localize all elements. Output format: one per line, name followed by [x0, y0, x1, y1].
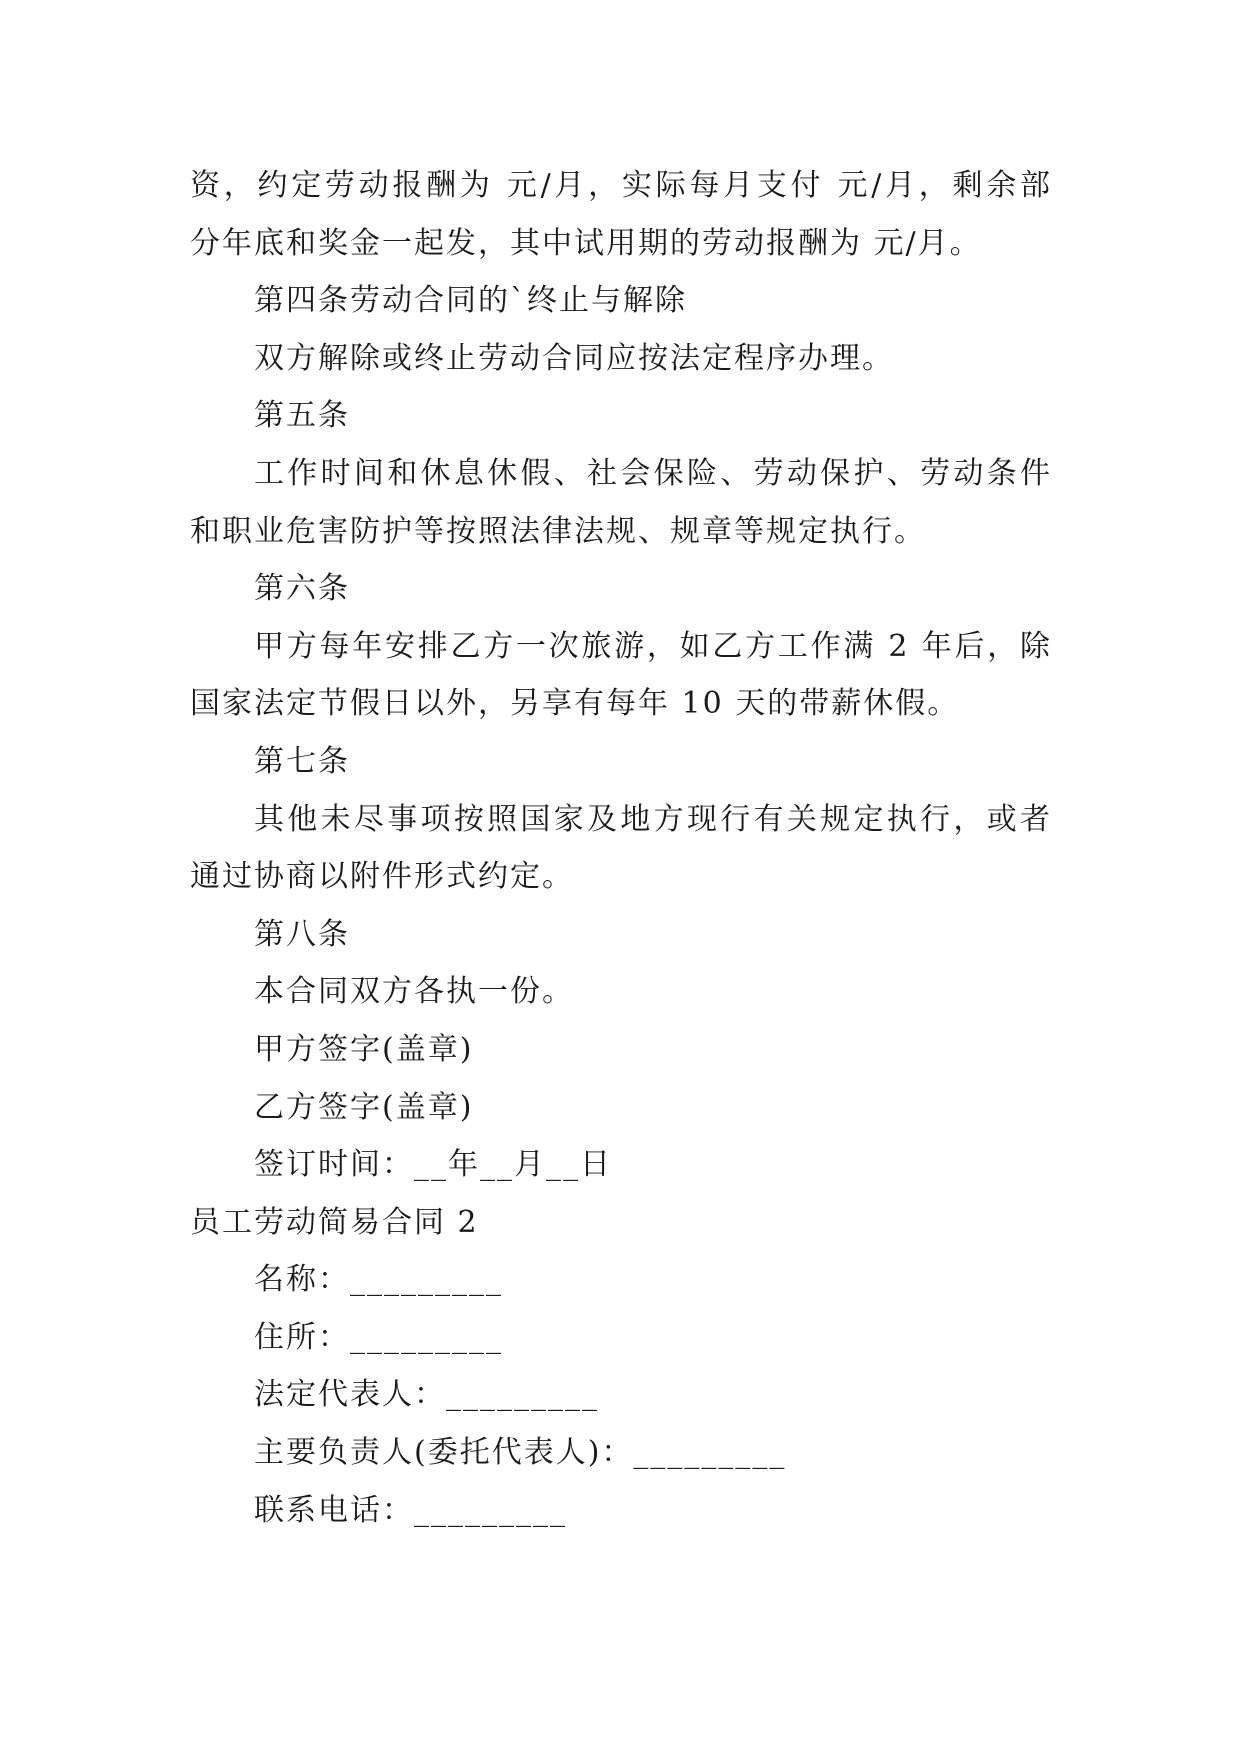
article-heading: 第六条 — [254, 571, 350, 607]
party-a-signature: 甲方签字(盖章) — [254, 1031, 474, 1067]
paragraph-line: 甲方每年安排乙方一次旅游，如乙方工作满 2 年后，除 — [254, 628, 1052, 664]
article-heading: 第四条劳动合同的`终止与解除 — [254, 283, 687, 319]
paragraph-line: 和职业危害防护等按照法律法规、规章等规定执行。 — [190, 513, 926, 549]
party-b-signature: 乙方签字(盖章) — [254, 1089, 474, 1125]
paragraph-line: 双方解除或终止劳动合同应按法定程序办理。 — [254, 340, 894, 376]
article-heading: 第八条 — [254, 916, 350, 952]
paragraph-line: 资，约定劳动报酬为 元/月，实际每月支付 元/月，剩余部 — [190, 168, 1052, 203]
paragraph-line: 其他未尽事项按照国家及地方现行有关规定执行，或者 — [254, 801, 1052, 837]
article-heading: 第七条 — [254, 743, 350, 779]
signing-date: 签订时间：__年__月__日 — [254, 1147, 612, 1183]
name-field: 名称：_________ — [254, 1262, 503, 1298]
section-title: 员工劳动简易合同 2 — [190, 1204, 479, 1240]
principal-field: 主要负责人(委托代表人)：_________ — [254, 1435, 787, 1471]
article-heading: 第五条 — [254, 398, 350, 434]
document-body — [190, 157, 1052, 1539]
phone-field: 联系电话：_________ — [254, 1492, 567, 1528]
paragraph-line: 本合同双方各执一份。 — [254, 974, 574, 1010]
paragraph-line: 分年底和奖金一起发，其中试用期的劳动报酬为 元/月。 — [190, 225, 982, 261]
legal-representative-field: 法定代表人：_________ — [254, 1377, 599, 1413]
paragraph-line: 工作时间和休息休假、社会保险、劳动保护、劳动条件 — [254, 455, 1052, 491]
paragraph-line: 国家法定节假日以外，另享有每年 10 天的带薪休假。 — [190, 686, 960, 722]
paragraph-line: 通过协商以附件形式约定。 — [190, 859, 574, 895]
address-field: 住所：_________ — [254, 1319, 503, 1355]
